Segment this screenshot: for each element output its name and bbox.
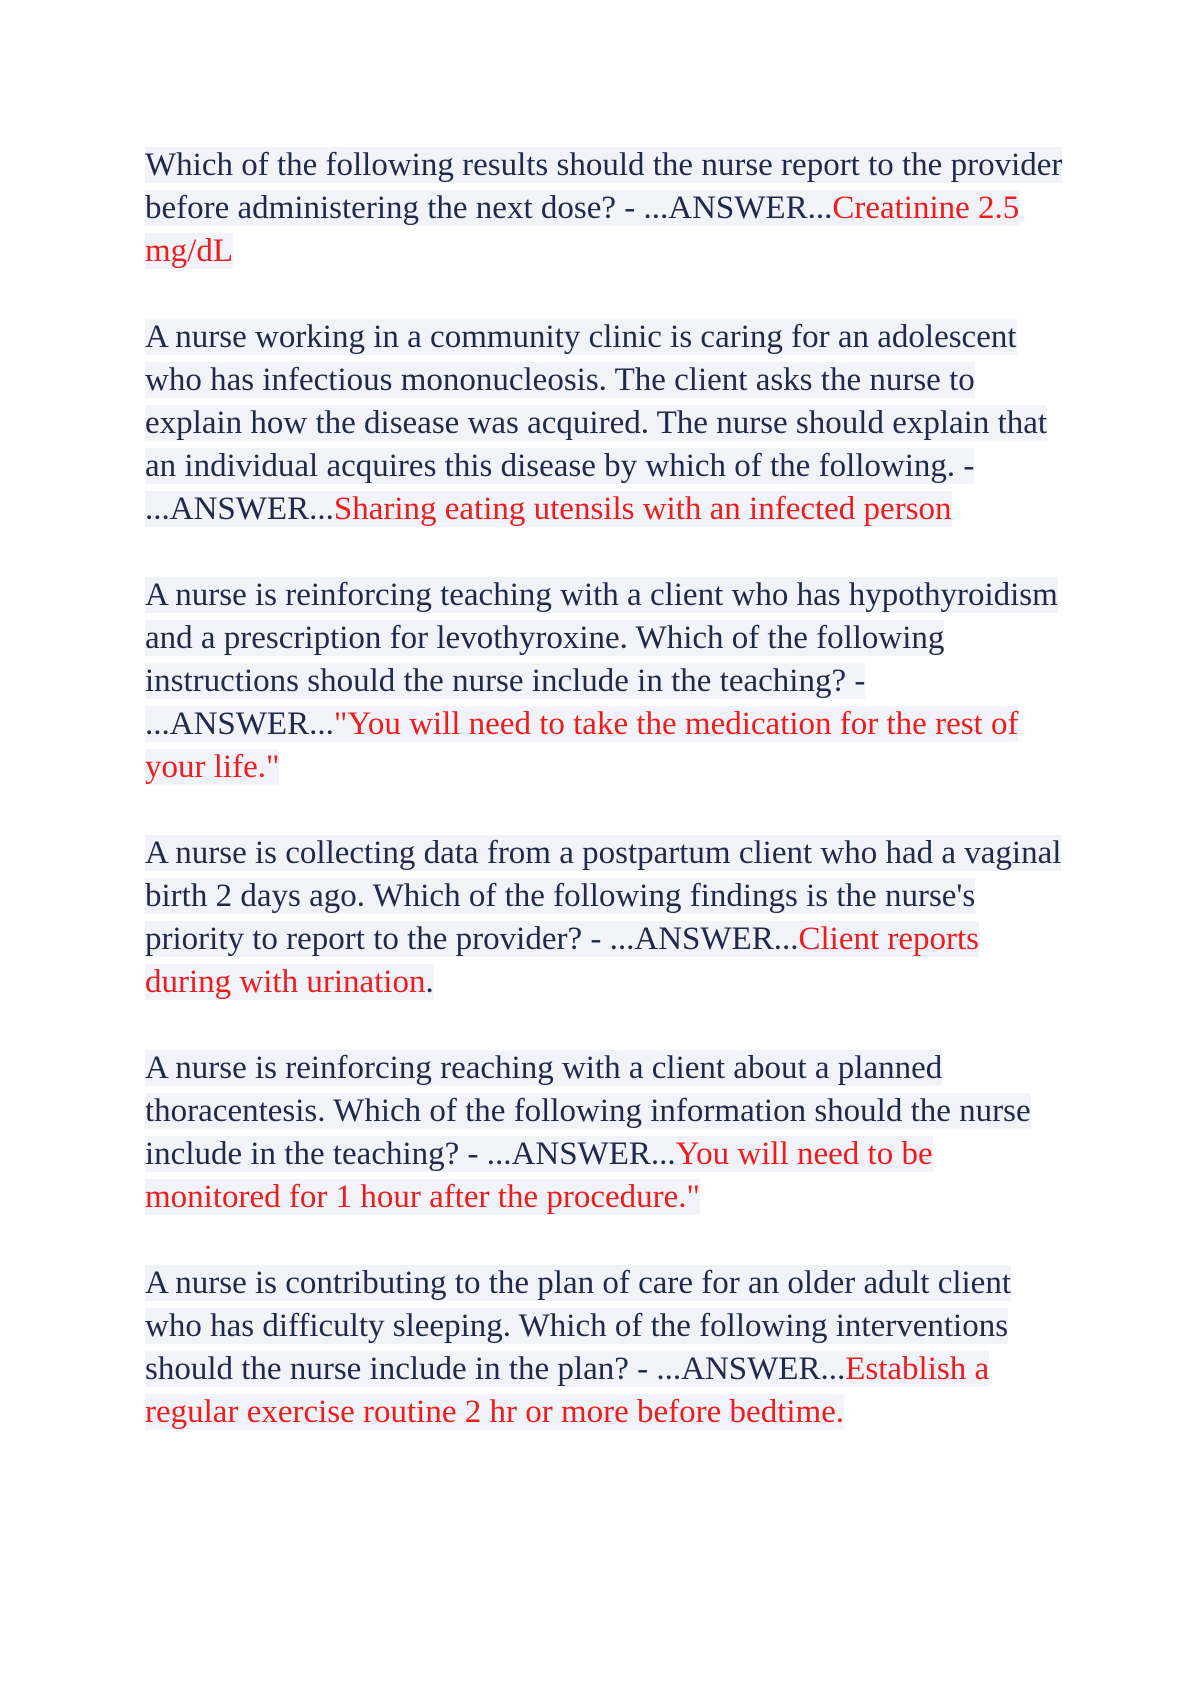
- answer-text: Establish a regular exercise routine 2 hr or more before bedtime.: [145, 1351, 990, 1430]
- question-text: A nurse is collecting data from a postpartum client who had a vaginal birth 2 days ago. Which of the following findings is the nurse's priority to report to the provider? -: [145, 835, 1062, 957]
- question-text: A nurse is reinforcing reaching with a client about a planned thoracentesis. Which of the following information should the nurse include in the teaching? -: [145, 1050, 1031, 1172]
- answer-text: Creatinine 2.5 mg/dL: [145, 190, 1020, 269]
- qa-item-6: [145, 1262, 1065, 1434]
- answer-text: Sharing eating utensils with an infected person: [333, 491, 952, 527]
- question-text: A nurse working in a community clinic is caring for an adolescent who has infectious mononucleosis. The client asks the nurse to explain how the disease was acquired. The nurse should explain that an individual acquires this disease by which of the following. -: [145, 319, 1048, 484]
- answer-text: "You will need to take the medication for the rest of your life.": [145, 706, 1019, 785]
- qa-list: [145, 144, 1065, 1477]
- answer-marker: ...ANSWER...: [609, 921, 799, 957]
- qa-item-3: [145, 574, 1065, 789]
- answer-marker: ...ANSWER...: [486, 1136, 676, 1172]
- answer-text: Client reports during with urination: [145, 921, 980, 1000]
- answer-marker: ...ANSWER...: [656, 1351, 846, 1387]
- question-text: Which of the following results should the nurse report to the provider before administering the next dose? -: [145, 147, 1063, 226]
- question-text: A nurse is reinforcing teaching with a client who has hypothyroidism and a prescription for levothyroxine. Which of the following instructions should the nurse include in the teaching? -: [145, 577, 1058, 699]
- answer-marker: ...ANSWER...: [145, 706, 334, 742]
- question-text: A nurse is contributing to the plan of care for an older adult client who has difficulty sleeping. Which of the following interventions should the nurse include in the plan? -: [145, 1265, 1011, 1387]
- qa-item-4: [145, 832, 1065, 1004]
- answer-marker: ...ANSWER...: [643, 190, 833, 226]
- qa-item-5: [145, 1047, 1065, 1219]
- answer-text: You will need to be monitored for 1 hour after the procedure.": [145, 1136, 933, 1215]
- answer-trailing-punctuation: .: [425, 964, 434, 1000]
- answer-marker: ...ANSWER...: [145, 491, 334, 527]
- qa-item-2: [145, 316, 1065, 531]
- qa-item-1: [145, 144, 1065, 273]
